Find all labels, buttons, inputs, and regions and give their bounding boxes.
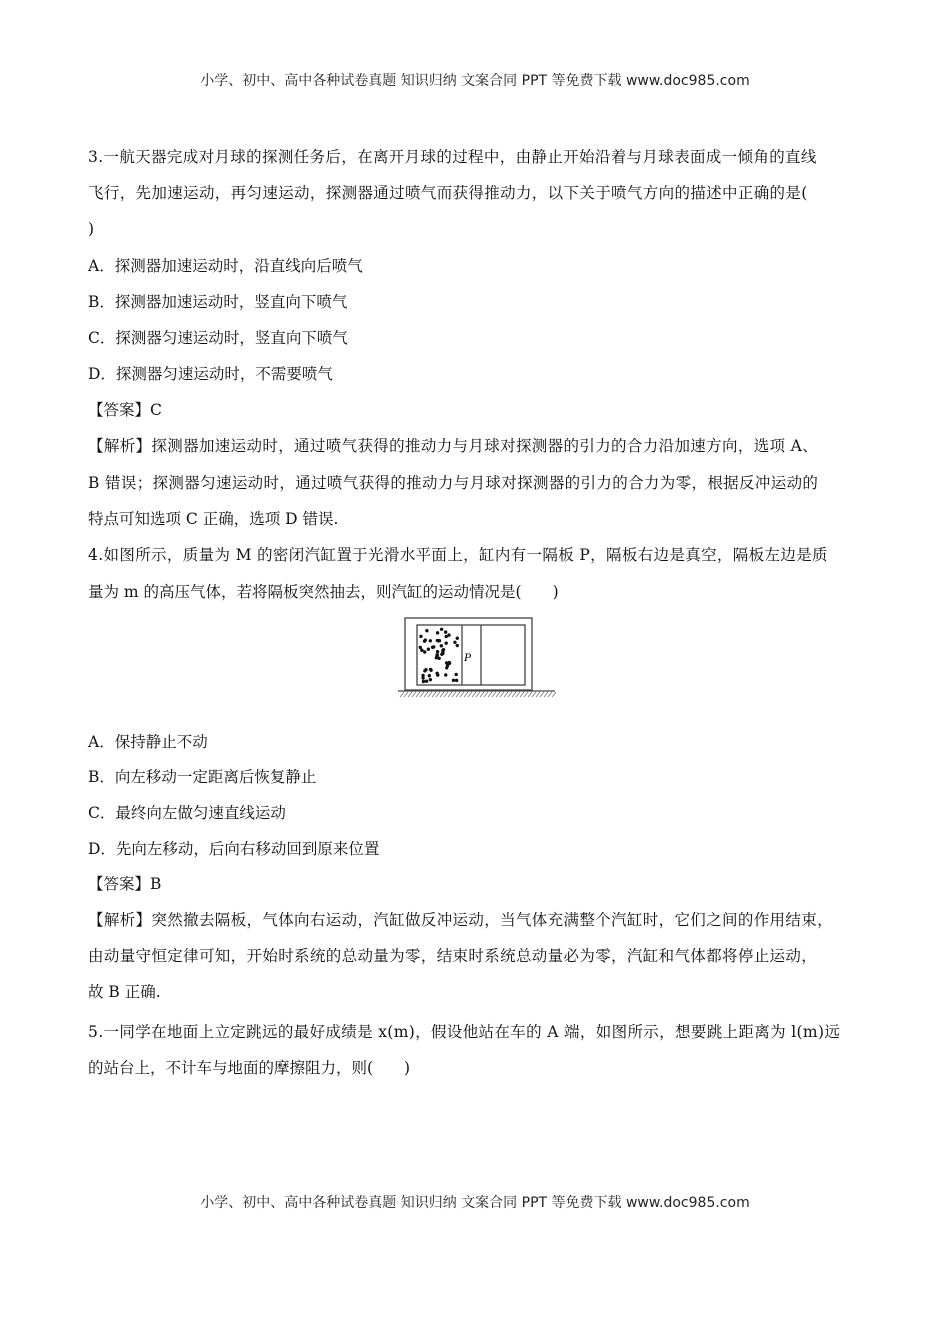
q4-option-d: D．先向左移动，后向右移动回到原来位置 bbox=[88, 840, 380, 858]
gas-particles bbox=[419, 628, 459, 684]
q3-answer: 【答案】C bbox=[88, 401, 162, 419]
page-footer: 小学、初中、高中各种试卷真题 知识归纳 文案合同 PPT 等免费下载 www.doc985.com bbox=[200, 1195, 750, 1211]
q3-option-b: B．探测器加速运动时，竖直向下喷气 bbox=[88, 293, 348, 311]
q3-analysis-line: 特点可知选项 C 正确，选项 D 错误. bbox=[88, 510, 339, 528]
q4-stem-line: 4.如图所示，质量为 M 的密闭汽缸置于光滑水平面上，缸内有一隔板 P，隔板右边是真空，隔板左边是质 bbox=[88, 546, 828, 564]
page-header: 小学、初中、高中各种试卷真题 知识归纳 文案合同 PPT 等免费下载 www.doc985.com bbox=[200, 73, 750, 89]
q4-analysis-line: 由动量守恒定律可知，开始时系统的总动量为零，结束时系统总动量必为零，汽缸和气体都将停止运动， bbox=[88, 947, 818, 965]
q4-option-c: C．最终向左做匀速直线运动 bbox=[88, 804, 286, 822]
q4-analysis-line: 【解析】突然撤去隔板，气体向右运动，汽缸做反冲运动，当气体充满整个汽缸时，它们之间的作用结束， bbox=[88, 911, 833, 929]
q3-option-d: D．探测器匀速运动时，不需要喷气 bbox=[88, 365, 333, 383]
q4-option-a: A．保持静止不动 bbox=[88, 733, 208, 751]
q3-stem-line: 飞行，先加速运动，再匀速运动，探测器通过喷气而获得推动力，以下关于喷气方向的描述中正确的是( bbox=[88, 184, 808, 202]
q3-option-a: A．探测器加速运动时，沿直线向后喷气 bbox=[88, 257, 363, 275]
q3-option-c: C．探测器匀速运动时，竖直向下喷气 bbox=[88, 329, 348, 347]
q3-analysis-line: 【解析】探测器加速运动时，通过喷气获得的推动力与月球对探测器的引力的合力沿加速方向，选项 A、 bbox=[88, 437, 819, 455]
q4-stem-line: 量为 m 的高压气体，若将隔板突然抽去，则汽缸的运动情况是( ) bbox=[88, 583, 559, 601]
q5-stem-line: 的站台上，不计车与地面的摩擦阻力，则( ) bbox=[88, 1059, 411, 1077]
q4-option-b: B．向左移动一定距离后恢复静止 bbox=[88, 768, 317, 786]
q4-answer: 【答案】B bbox=[88, 875, 162, 893]
q4-analysis-line: 故 B 正确. bbox=[88, 983, 161, 1001]
q3-stem-line: 3.一航天器完成对月球的探测任务后，在离开月球的过程中，由静止开始沿着与月球表面成一倾角的直线 bbox=[88, 148, 817, 166]
cylinder-figure bbox=[395, 612, 560, 704]
q5-stem-line: 5.一同学在地面上立定跳远的最好成绩是 x(m)，假设他站在车的 A 端，如图所示，想要跳上距离为 l(m)远 bbox=[88, 1023, 841, 1041]
q3-analysis-line: B 错误；探测器匀速运动时，通过喷气获得的推动力与月球对探测器的引力的合力为零，根据反冲运动的 bbox=[88, 474, 819, 492]
partition-label: P bbox=[464, 650, 472, 664]
q3-stem-line: ) bbox=[88, 220, 95, 238]
